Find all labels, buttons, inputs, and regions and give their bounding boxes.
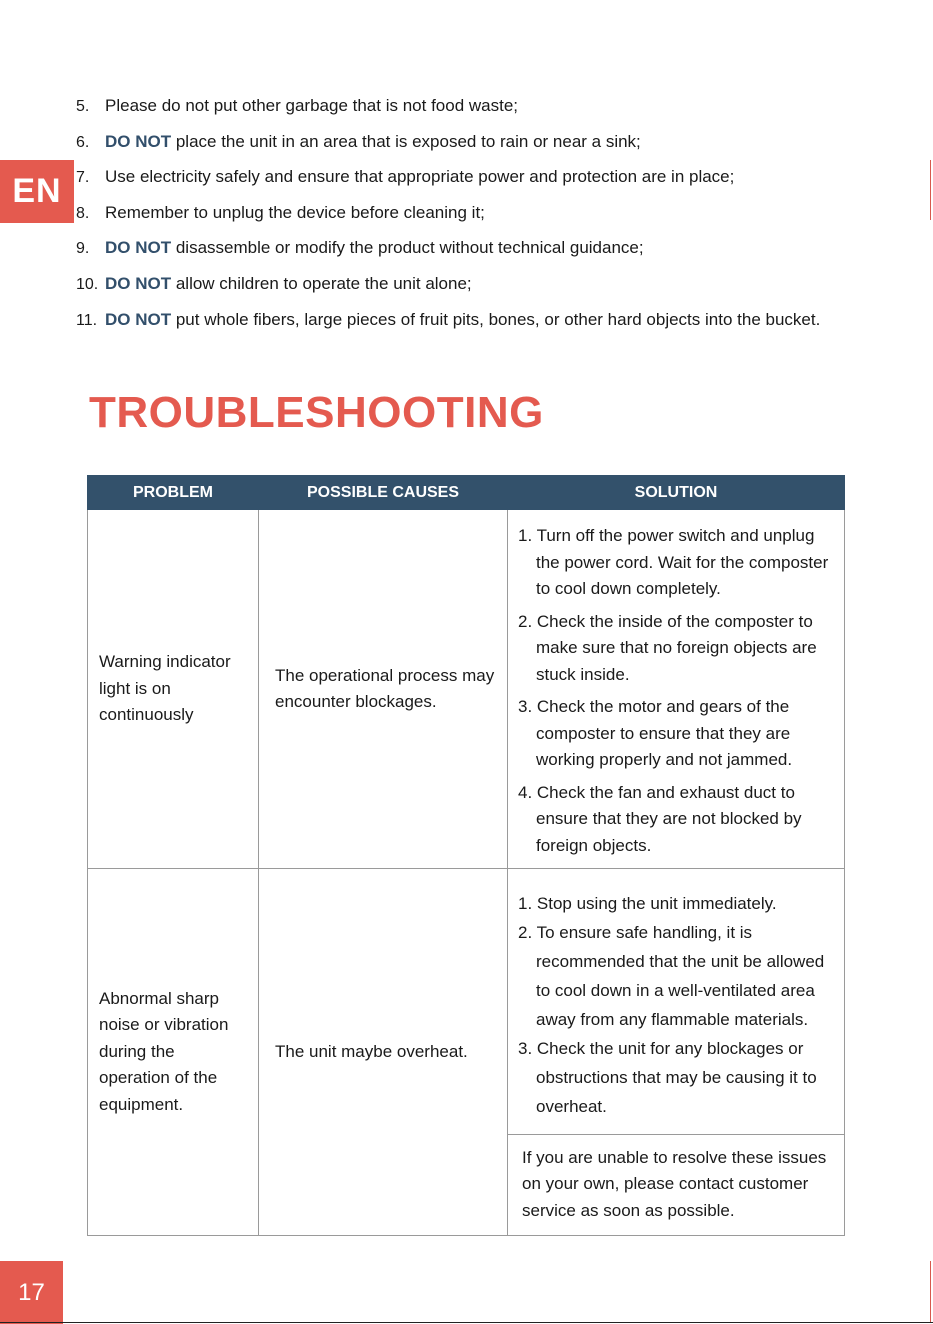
section-heading: TROUBLESHOOTING xyxy=(89,388,544,437)
problem-cell: Warning indicator light is on continuously xyxy=(88,510,259,869)
contact-support-note: If you are unable to resolve these issues on your own, please contact customer service as soon as possible. xyxy=(508,1135,845,1236)
solution-step: 1. Turn off the power switch and unplug the power cord. Wait for the composter to cool down completely. xyxy=(518,526,829,598)
table-header-row xyxy=(88,476,845,510)
list-item xyxy=(76,201,916,237)
safety-notes-list xyxy=(76,94,916,343)
list-item xyxy=(76,130,916,166)
header-problem: PROBLEM xyxy=(88,476,259,510)
item-text: place the unit in an area that is exposed to rain or near a sink; xyxy=(171,131,641,151)
language-tab: EN xyxy=(0,160,74,223)
item-number: 7. xyxy=(76,169,90,187)
header-possible-causes: POSSIBLE CAUSES xyxy=(259,476,508,510)
edge-mark-top xyxy=(930,160,931,220)
item-text: Please do not put other garbage that is not food waste; xyxy=(105,96,519,115)
warning-label: DO NOT xyxy=(105,131,172,151)
cause-cell: The unit maybe overheat. xyxy=(259,869,508,1236)
solution-step: 2. Check the inside of the composter to make sure that no foreign objects are stuck inside. xyxy=(518,611,817,684)
list-item xyxy=(76,236,916,272)
header-solution: SOLUTION xyxy=(508,476,845,510)
list-item xyxy=(76,272,916,308)
solution-cell xyxy=(508,510,845,869)
item-text: allow children to operate the unit alone; xyxy=(171,273,472,293)
item-number: 10. xyxy=(76,275,99,293)
problem-cell: Abnormal sharp noise or vibration during the operation of the equipment. xyxy=(88,869,259,1236)
edge-mark-bottom xyxy=(930,1261,931,1322)
cause-cell: The operational process may encounter blockages. xyxy=(259,510,508,869)
item-number: 9. xyxy=(76,240,90,258)
solution-step: 2. To ensure safe handling, it is recommended that the unit be allowed to cool down in a well-ventilated area away from any flammable materials. xyxy=(518,922,825,1029)
item-text: put whole fibers, large pieces of fruit pits, bones, or other hard objects into the bucket. xyxy=(171,309,821,329)
troubleshooting-table xyxy=(87,475,845,1236)
solution-step: 4. Check the fan and exhaust duct to ensure that they are not blocked by foreign objects. xyxy=(518,782,802,855)
solution-list xyxy=(518,881,836,1123)
solution-step: 3. Check the motor and gears of the composter to ensure that they are working properly and not jammed. xyxy=(518,697,793,769)
item-number: 8. xyxy=(76,204,90,222)
item-number: 6. xyxy=(76,133,90,151)
warning-label: DO NOT xyxy=(105,309,172,329)
page-number: 17 xyxy=(0,1261,63,1324)
warning-label: DO NOT xyxy=(105,238,172,258)
table-row xyxy=(88,510,845,869)
warning-label: DO NOT xyxy=(105,273,172,293)
item-text: disassemble or modify the product without technical guidance; xyxy=(171,238,644,258)
bottom-rule xyxy=(0,1322,933,1323)
list-item xyxy=(76,165,916,201)
solution-list xyxy=(518,511,836,867)
solution-cell xyxy=(508,869,845,1135)
list-item xyxy=(76,308,916,344)
item-text: Use electricity safely and ensure that appropriate power and protection are in place; xyxy=(105,167,735,187)
solution-step: 3. Check the unit for any blockages or obstructions that may be causing it to overheat. xyxy=(518,1038,817,1116)
item-number: 5. xyxy=(76,98,90,115)
item-number: 11. xyxy=(76,311,98,329)
list-item xyxy=(76,94,916,130)
item-text: Remember to unplug the device before cleaning it; xyxy=(105,202,485,222)
table-row xyxy=(88,869,845,1135)
solution-step: 1. Stop using the unit immediately. xyxy=(518,893,777,913)
